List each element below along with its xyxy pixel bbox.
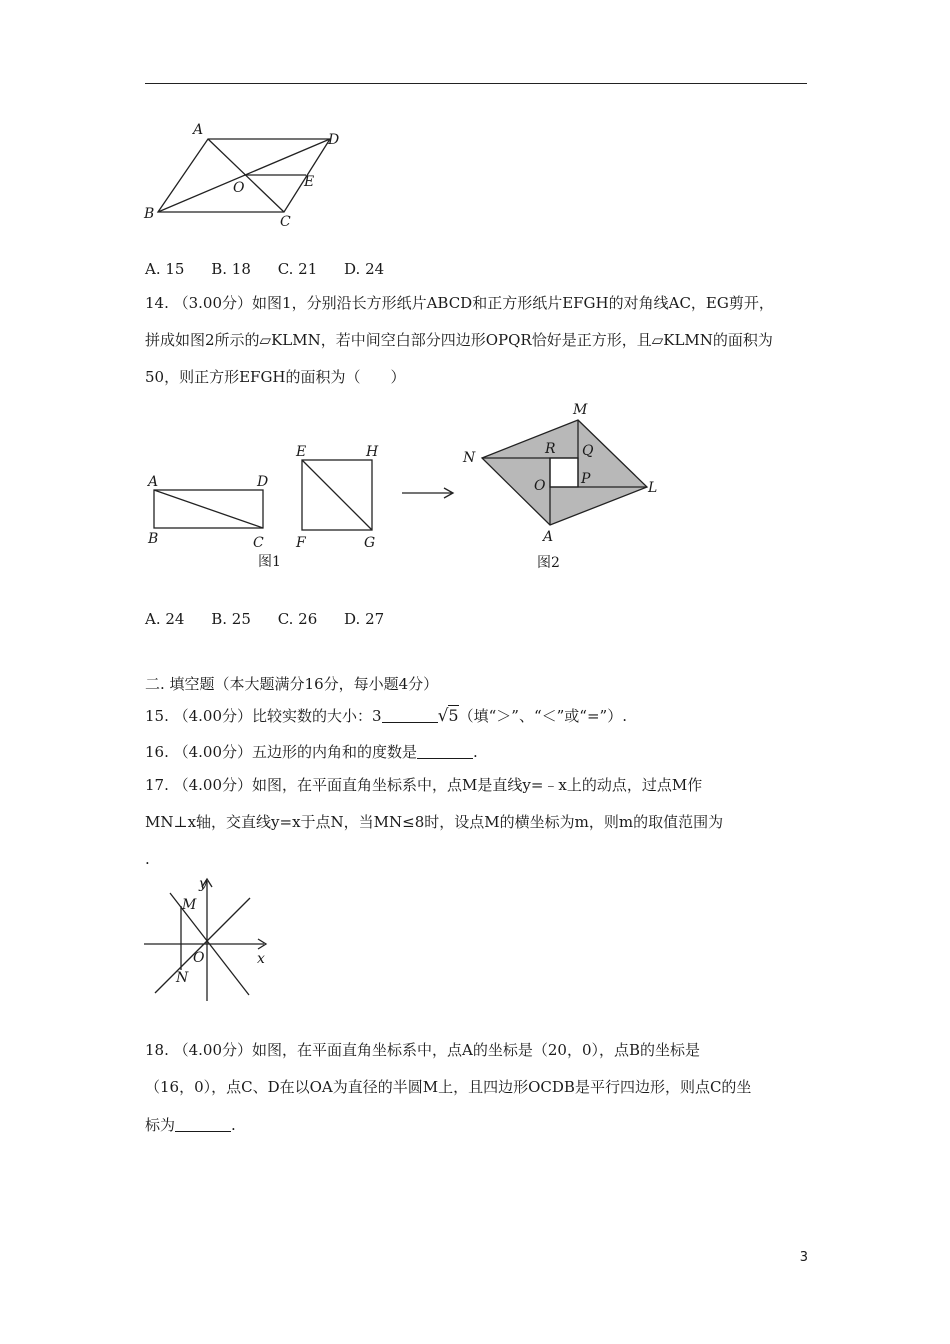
label-d: D	[257, 474, 269, 490]
label-c: C	[253, 535, 264, 551]
label-q: Q	[582, 443, 594, 459]
q13-option-a: A. 15	[145, 260, 185, 278]
q14-line2: 拼成如图2所示的▱KLMN，若中间空白部分四边形OPQR恰好是正方形，且▱KLMN的面积为	[145, 331, 773, 349]
diagonal-eg	[302, 460, 372, 530]
label-b: B	[144, 206, 155, 222]
label-m: M	[182, 897, 197, 913]
q16-text-post: .	[473, 743, 478, 761]
label-a: A	[148, 474, 159, 490]
q18-line1: 18. （4.00分）如图，在平面直角坐标系中，点A的坐标是（20，0），点B的坐标是	[145, 1041, 701, 1059]
q18-line2: （16，0），点C、D在以OA为直径的半圆M上，且四边形OCDB是平行四边形，则点C的坐	[145, 1078, 752, 1096]
label-o: O	[534, 478, 546, 494]
q14-line1: 14. （3.00分）如图1，分别沿长方形纸片ABCD和正方形纸片EFGH的对角线AC，EG剪开，	[145, 294, 774, 312]
q14-option-d: D. 27	[344, 610, 385, 628]
label-r: R	[545, 441, 556, 457]
figure1-caption: 图1	[258, 554, 281, 570]
q13-option-d: D. 24	[344, 260, 385, 278]
label-o: O	[193, 950, 205, 966]
q15-line	[145, 705, 627, 727]
label-m: M	[573, 402, 588, 418]
section-fill-in-heading: 二. 填空题（本大题满分16分，每小题4分）	[145, 675, 439, 693]
q16-answer-blank[interactable]	[417, 742, 473, 759]
q16-line	[145, 741, 478, 763]
q13-option-b: B. 18	[211, 260, 251, 278]
diagonal-ac	[154, 490, 263, 528]
label-c: C	[280, 214, 291, 230]
label-f: F	[296, 535, 306, 551]
q17-line2: MN⊥x轴，交直线y=x于点N，当MN≤8时，设点M的横坐标为m，则m的取值范围为	[145, 813, 724, 831]
label-h: H	[366, 444, 379, 460]
label-y: y	[199, 876, 207, 892]
label-a: A	[193, 122, 204, 138]
q18-line3	[145, 1114, 236, 1136]
header-rule	[145, 83, 807, 84]
label-n: N	[463, 450, 476, 466]
q15-answer-blank[interactable]	[382, 706, 438, 723]
label-e: E	[296, 444, 307, 460]
q17-coordinate-figure	[140, 875, 280, 1007]
q15-text-post: （填“＞”、“＜”或“=”）.	[458, 707, 627, 725]
q13-option-c: C. 21	[277, 260, 318, 278]
page-number: 3	[799, 1250, 808, 1265]
q14-option-b: B. 25	[211, 610, 251, 628]
q16-text-pre: 16. （4.00分）五边形的内角和的度数是	[145, 743, 418, 761]
q17-line3: .	[145, 850, 150, 868]
q15-radicand: 5	[448, 706, 459, 725]
label-a: A	[543, 529, 554, 545]
q14-option-a: A. 24	[145, 610, 185, 628]
label-p: P	[581, 471, 591, 487]
q14-figure2	[455, 395, 675, 573]
label-b: B	[148, 531, 159, 547]
q18-answer-blank[interactable]	[175, 1115, 231, 1132]
label-o: O	[233, 180, 245, 196]
q14-options	[145, 608, 406, 630]
q14-figure1	[140, 440, 390, 575]
label-l: L	[648, 480, 658, 496]
q14-line3: 50，则正方形EFGH的面积为（ ）	[145, 368, 406, 386]
label-g: G	[364, 535, 376, 551]
square-opqr	[550, 458, 578, 487]
q13-parallelogram-figure	[140, 118, 350, 230]
q18-text-pre: 标为	[145, 1116, 176, 1134]
q15-text-pre: 15. （4.00分）比较实数的大小：3	[145, 707, 382, 725]
q18-text-post: .	[231, 1116, 236, 1134]
q13-options	[145, 258, 406, 280]
figure2-caption: 图2	[537, 555, 560, 571]
label-n: N	[176, 970, 189, 986]
q14-option-c: C. 26	[277, 610, 318, 628]
label-x: x	[257, 951, 265, 967]
q17-line1: 17. （4.00分）如图，在平面直角坐标系中，点M是直线y=﹣x上的动点，过点M作	[145, 776, 703, 794]
arrow-icon	[400, 485, 458, 501]
label-e: E	[304, 174, 315, 190]
sqrt-symbol: √	[437, 706, 449, 726]
label-d: D	[328, 132, 340, 148]
